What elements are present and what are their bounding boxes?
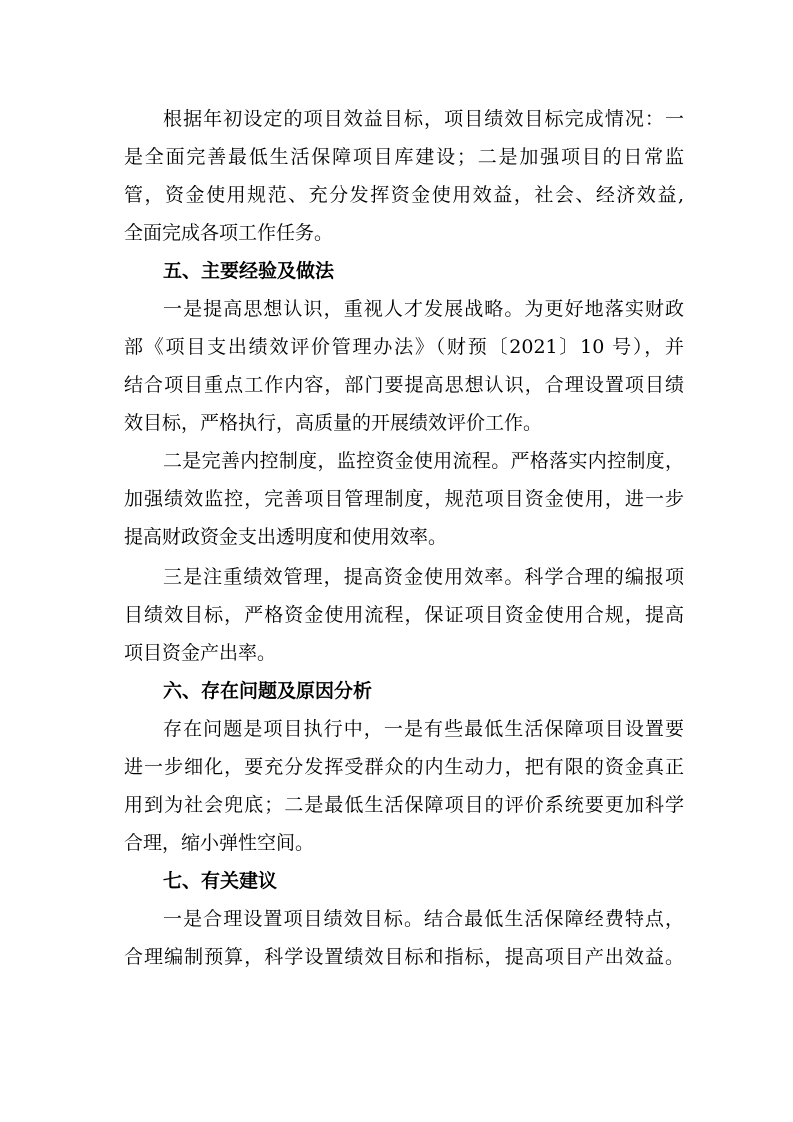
paragraph-line: 合理，缩小弹性空间。 <box>124 832 315 854</box>
paragraph-line: 目绩效目标，严格资金使用流程，保证项目资金使用合规，提高 <box>124 604 684 626</box>
paragraph-line: 管，资金使用规范、充分发挥资金使用效益，社会、经济效益, <box>124 184 684 206</box>
section-heading-6: 六、存在问题及原因分析 <box>163 680 373 702</box>
paragraph-line: 是全面完善最低生活保障项目库建设；二是加强项目的日常监 <box>124 146 684 168</box>
paragraph-line: 结合项目重点工作内容，部门要提高思想认识，合理设置项目绩 <box>124 374 684 396</box>
paragraph-line: 部《项目支出绩效评价管理办法》（财预〔2021〕10 号），并 <box>124 336 684 358</box>
paragraph-line: 一是合理设置项目绩效目标。结合最低生活保障经费特点， <box>163 908 684 930</box>
paragraph-line: 用到为社会兜底；二是最低生活保障项目的评价系统要更加科学 <box>124 794 684 816</box>
paragraph-line: 全面完成各项工作任务。 <box>124 222 334 244</box>
section-heading-7: 七、有关建议 <box>163 870 278 892</box>
paragraph-line: 效目标，严格执行，高质量的开展绩效评价工作。 <box>124 412 543 434</box>
paragraph-line: 一是提高思想认识，重视人才发展战略。为更好地落实财政 <box>163 298 684 320</box>
paragraph-line: 项目资金产出率。 <box>124 642 277 664</box>
paragraph-line: 三是注重绩效管理，提高资金使用效率。科学合理的编报项 <box>163 566 684 588</box>
paragraph-line: 合理编制预算，科学设置绩效目标和指标，提高项目产出效益。 <box>124 946 684 968</box>
paragraph-line: 加强绩效监控，完善项目管理制度，规范项目资金使用，进一步 <box>124 488 684 510</box>
paragraph-line: 提高财政资金支出透明度和使用效率。 <box>124 526 448 548</box>
paragraph-line: 二是完善内控制度，监控资金使用流程。严格落实内控制度， <box>163 450 684 472</box>
section-heading-5: 五、主要经验及做法 <box>163 260 335 282</box>
paragraph-line: 根据年初设定的项目效益目标，项目绩效目标完成情况：一 <box>163 108 684 130</box>
paragraph-line: 进一步细化，要充分发挥受群众的内生动力，把有限的资金真正 <box>124 756 684 778</box>
paragraph-line: 存在问题是项目执行中，一是有些最低生活保障项目设置要 <box>163 718 684 740</box>
